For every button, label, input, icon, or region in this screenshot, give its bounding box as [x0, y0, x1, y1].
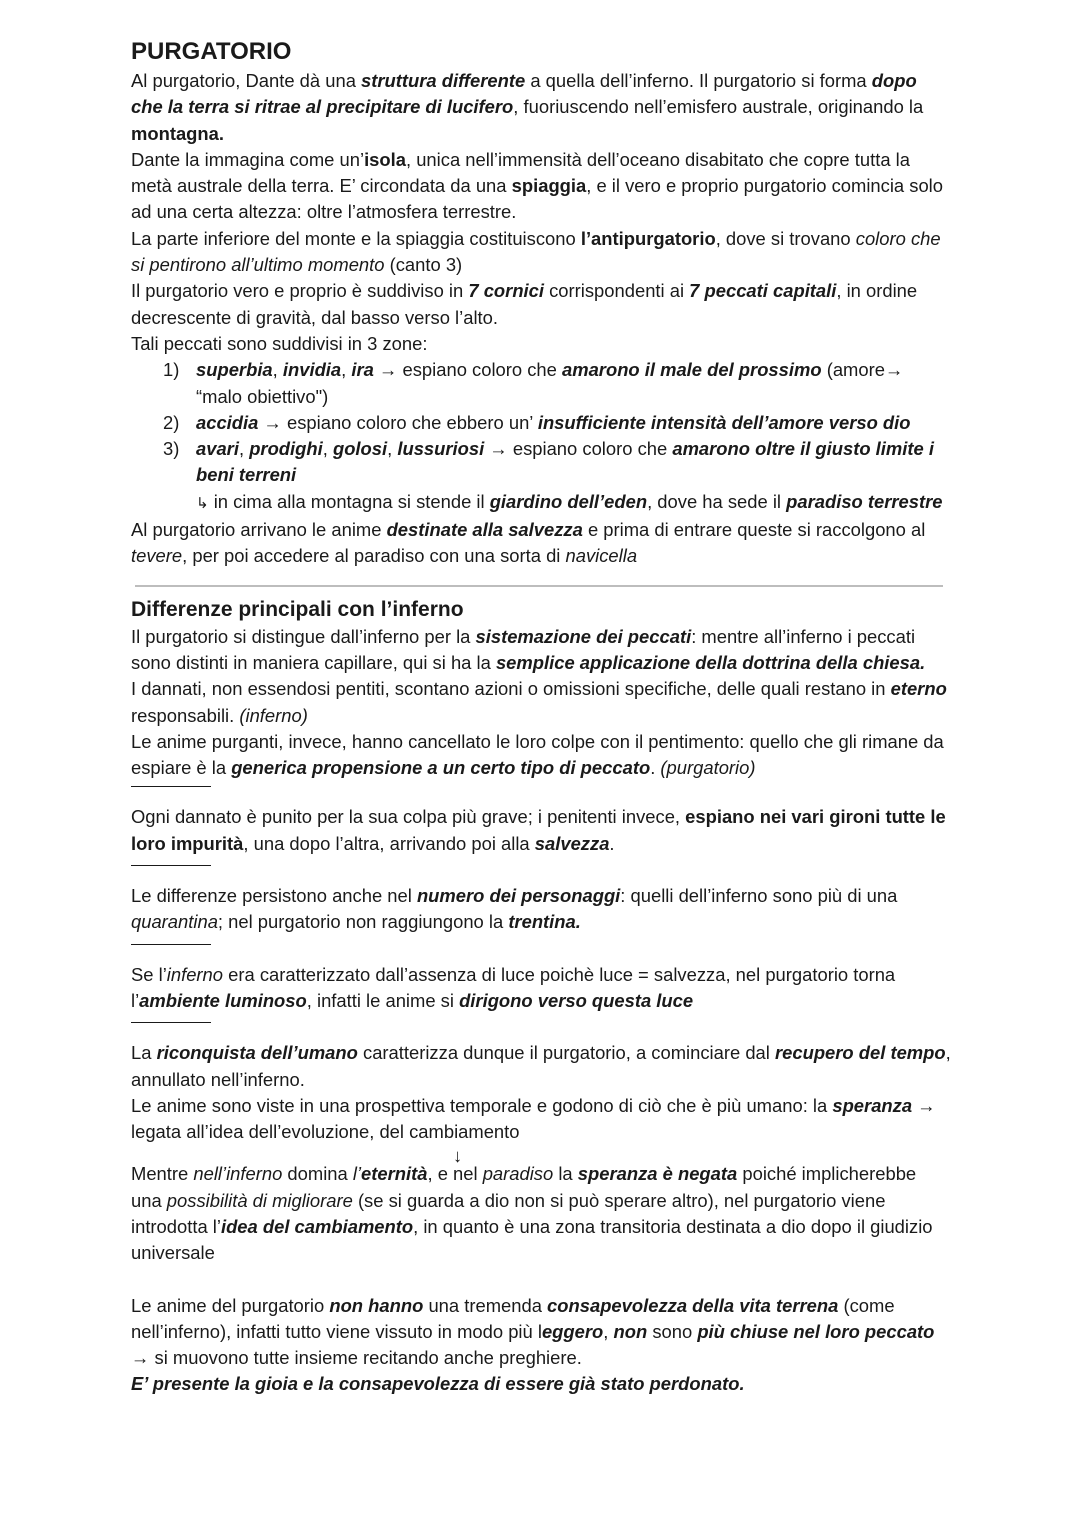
- text-run: una tremenda: [423, 1294, 548, 1316]
- text-run: superbia: [196, 359, 273, 381]
- text-run: possibilità di migliorare: [166, 1189, 353, 1211]
- text-run: Le anime sono viste in una prospettiva temporale e godono di ciò che è più umano: la: [131, 1094, 833, 1116]
- text-run: speranza: [832, 1094, 913, 1116]
- sub-note: [131, 489, 951, 517]
- text-run: avari: [196, 438, 239, 460]
- text-run: sono: [647, 1320, 698, 1342]
- text-run: .: [650, 757, 661, 779]
- paragraph: [131, 1040, 951, 1093]
- paragraph: [131, 1093, 951, 1146]
- text-run: amarono oltre il giusto limite i beni terreni: [196, 438, 934, 486]
- text-run: dopo che la terra si ritrae al precipitare di lucifero: [131, 70, 917, 118]
- text-run: Le anime del purgatorio: [131, 1294, 330, 1316]
- text-run: , dove si trovano: [715, 227, 856, 249]
- text-run: destinate alla salvezza: [386, 519, 583, 541]
- paragraph: [131, 68, 951, 147]
- paragraph: [131, 729, 951, 782]
- text-run: quarantina: [131, 911, 218, 933]
- text-run: invidia: [282, 359, 342, 381]
- text-run: ,: [238, 438, 250, 460]
- text-run: Tali peccati sono suddivisi in 3 zone:: [131, 332, 428, 354]
- text-run: corrispondenti ai: [544, 280, 690, 302]
- text-run: : mentre all’inferno i peccati sono distinti in maniera capillare, qui si ha la: [131, 625, 916, 673]
- short-divider: [131, 1022, 211, 1023]
- text-run: , annullato nell’inferno.: [131, 1042, 951, 1090]
- text-run: golosi: [332, 438, 388, 460]
- text-run: più chiuse nel loro peccato: [697, 1320, 935, 1342]
- text-run: navicella: [565, 545, 638, 567]
- text-run: montagna.: [131, 122, 224, 144]
- text-run: nell’inferno: [193, 1163, 283, 1185]
- text-run: paradiso: [482, 1163, 554, 1185]
- text-run: e prima di entrare queste si raccolgono al: [582, 519, 926, 541]
- text-run: Mentre: [131, 1163, 194, 1185]
- text-run: , in ordine decrescente di gravità, dal basso verso l’alto.: [131, 280, 918, 328]
- text-run: generica propensione a un certo tipo di peccato: [231, 757, 651, 779]
- text-run: , dove ha sede il: [647, 490, 787, 512]
- paragraph: [131, 1293, 951, 1372]
- list-item: [131, 357, 951, 410]
- text-run: amarono il male del prossimo: [562, 359, 822, 381]
- short-divider: [131, 865, 211, 866]
- text-run: (amore→ “malo obiettivo"): [196, 359, 904, 407]
- text-run: ,: [341, 359, 352, 381]
- text-run: ,: [387, 438, 398, 460]
- paragraph: [131, 331, 951, 357]
- text-run: , e il vero e proprio purgatorio comincia solo ad una certa altezza: oltre l’atmosfera terrestre.: [131, 175, 943, 223]
- text-run: lussuriosi: [397, 438, 485, 460]
- text-run: La parte inferiore del monte e la spiaggia costituiscono: [131, 227, 581, 249]
- list-item-text: [196, 438, 934, 485]
- paragraph: [131, 624, 951, 677]
- text-run: E’ presente la gioia e la consapevolezza di essere già stato perdonato.: [131, 1373, 745, 1395]
- text-run: isola: [364, 148, 406, 170]
- text-run: .: [609, 832, 615, 854]
- text-run: (se si guarda a dio non si può sperare altro), nel purgatorio viene introdotta l’: [131, 1189, 886, 1237]
- text-run: , in quanto è una zona transitoria destinata a dio dopo il giudizio universale: [131, 1215, 933, 1264]
- text-run: Le differenze persistono anche nel: [131, 885, 417, 907]
- text-run: (purgatorio): [660, 757, 756, 779]
- text-run: (come nell’inferno), infatti tutto viene vissuto in modo più l: [131, 1294, 895, 1342]
- text-run: riconquista dell’umano: [156, 1042, 358, 1064]
- text-run: caratterizza dunque il purgatorio, a cominciare dal: [357, 1042, 775, 1064]
- list-item-text: [196, 359, 903, 406]
- text-run: giardino dell’eden: [489, 490, 648, 512]
- text-run: trentina.: [508, 911, 581, 933]
- text-run: salvezza: [534, 832, 610, 854]
- text-run: idea del cambiamento: [220, 1215, 414, 1237]
- text-run: recupero del tempo: [774, 1042, 946, 1064]
- list-item-text: [196, 412, 911, 433]
- list-item: [131, 410, 951, 436]
- horizontal-divider: [135, 585, 943, 587]
- spacer: [131, 1267, 1080, 1293]
- text-run: a quella dell’inferno. Il purgatorio si forma: [525, 70, 872, 91]
- text-run: ,: [322, 438, 333, 460]
- text-run: → espiano coloro che: [373, 359, 562, 381]
- paragraph: [131, 804, 951, 857]
- paragraph: [131, 278, 951, 331]
- text-run: la: [553, 1163, 578, 1185]
- text-run: Ogni dannato è punito per la sua colpa più grave; i penitenti invece,: [131, 806, 686, 828]
- text-run: coloro che si pentirono all’ultimo momento: [131, 227, 941, 276]
- text-run: , una dopo l’altra, arrivando poi alla: [243, 832, 535, 854]
- paragraph: [131, 147, 951, 226]
- text-run: , fuoriuscendo nell’emisfero australe, originando la: [513, 96, 924, 118]
- text-run: , infatti le anime si: [306, 989, 460, 1011]
- text-run: Il purgatorio si distingue dall’inferno per la: [131, 625, 476, 647]
- list-number: 2): [163, 411, 180, 433]
- list-number: 3): [163, 438, 180, 460]
- return-arrow-icon: ↳: [196, 494, 209, 512]
- text-run: Al purgatorio arrivano le anime: [131, 519, 387, 541]
- text-run: espiano nei vari gironi tutte le loro impurità: [131, 806, 946, 854]
- paragraph: [131, 226, 951, 279]
- text-run: : quelli dell’inferno sono più di una: [620, 885, 898, 907]
- text-run: ; nel purgatorio non raggiungono la: [217, 911, 509, 933]
- down-arrow-icon: ↓: [453, 1145, 463, 1167]
- list-number: 1): [163, 359, 180, 381]
- text-run: numero dei personaggi: [416, 885, 621, 907]
- paragraph: [131, 517, 951, 570]
- text-run: prodighi: [249, 438, 323, 460]
- text-run: ,: [603, 1320, 614, 1342]
- text-run: I dannati, non essendosi pentiti, scontano azioni o omissioni specifiche, delle quali restano in: [131, 678, 891, 700]
- text-run: inferno: [166, 963, 224, 985]
- text-run: Se l’: [131, 963, 167, 985]
- text-run: domina: [282, 1163, 353, 1185]
- text-run: ,: [272, 359, 283, 381]
- text-run: speranza è negata: [577, 1163, 738, 1185]
- text-run: → si muovono tutte insieme recitando anche preghiere.: [131, 1347, 582, 1369]
- paragraph: [131, 676, 951, 729]
- text-run: La: [131, 1042, 157, 1064]
- text-run: non hanno: [329, 1294, 424, 1316]
- text-run: accidia: [196, 411, 259, 433]
- text-run: struttura differente: [361, 70, 526, 91]
- text-run: Al purgatorio, Dante dà una: [131, 70, 362, 91]
- text-run: eggero: [541, 1320, 604, 1342]
- text-run: → espiano coloro che ebbero un’: [258, 411, 538, 433]
- text-run: 7 peccati capitali: [689, 280, 837, 302]
- text-run: Dante la immagina come un’: [131, 148, 365, 170]
- text-run: eterno: [890, 678, 947, 700]
- text-run: responsabili.: [131, 704, 240, 726]
- text-run: era caratterizzato dall’assenza di luce poichè luce = salvezza, nel purgatorio torna l’: [131, 963, 896, 1011]
- text-run: spiaggia: [511, 175, 587, 197]
- paragraph: [131, 962, 951, 1015]
- paragraph: [131, 1161, 951, 1266]
- text-run: (inferno): [239, 704, 308, 726]
- text-run: , per poi accedere al paradiso con una sorta di: [182, 545, 566, 567]
- text-run: l’: [352, 1163, 362, 1185]
- section-heading: Differenze principali con l’inferno: [131, 597, 464, 621]
- paragraph: [131, 883, 951, 936]
- text-run: tevere: [131, 545, 183, 567]
- text-run: consapevolezza della vita terrena: [547, 1294, 839, 1316]
- text-run: eternità: [361, 1163, 428, 1185]
- short-divider: [131, 944, 211, 945]
- text-run: insufficiente intensità dell’amore verso dio: [537, 411, 911, 433]
- text-run: Le anime purganti, invece, hanno cancellato le loro colpe con il pentimento: quello che gli rimane da espiare è la: [131, 730, 944, 779]
- text-run: → espiano coloro che: [484, 438, 673, 460]
- text-run: ira: [351, 359, 374, 381]
- short-divider: [131, 786, 211, 787]
- text-run: paradiso terrestre: [786, 490, 943, 512]
- text-run: → legata all’idea dell’evoluzione, del cambiamento: [131, 1094, 936, 1143]
- text-run: semplice applicazione della dottrina della chiesa.: [495, 651, 926, 673]
- text-run: in cima alla montagna si stende il: [208, 490, 490, 512]
- text-run: sistemazione dei peccati: [475, 625, 692, 647]
- text-run: non: [613, 1320, 648, 1342]
- list-item: [131, 436, 951, 489]
- text-run: dirigono verso questa luce: [459, 989, 694, 1011]
- page-title: PURGATORIO: [131, 38, 292, 65]
- text-run: poiché implicherebbe una: [131, 1163, 917, 1211]
- text-run: ambiente luminoso: [139, 989, 307, 1011]
- text-run: 7 cornici: [468, 280, 544, 302]
- text-run: , e nel: [427, 1163, 483, 1185]
- paragraph: [131, 1371, 951, 1397]
- text-run: l’antipurgatorio: [580, 227, 716, 249]
- text-run: (canto 3): [384, 254, 463, 276]
- text-run: , unica nell’immensità dell’oceano disabitato che copre tutta la metà australe della terra. E’ circondata da una: [131, 148, 910, 197]
- sub-note-text: [209, 491, 943, 512]
- text-run: Il purgatorio vero e proprio è suddiviso in: [131, 280, 469, 302]
